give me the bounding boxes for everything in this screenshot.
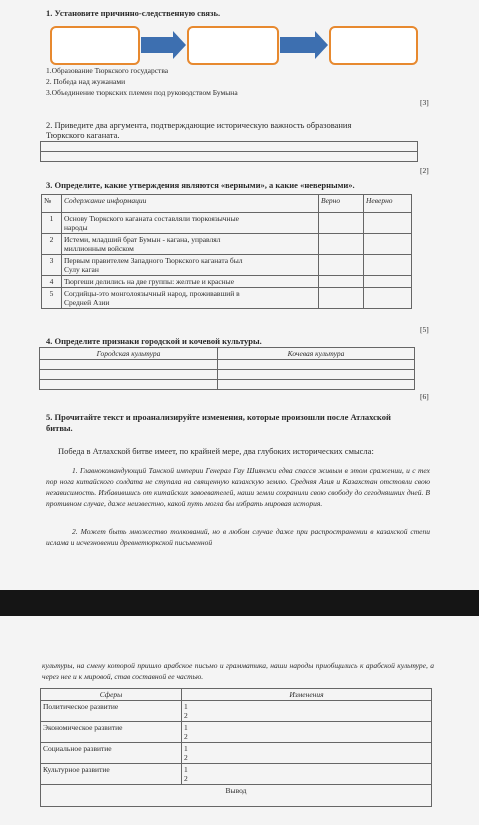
table-row: 1 Основу Тюркского каганата составляли тюркоязычные народы [42, 213, 412, 234]
q3-points: [5] [420, 325, 429, 334]
false-cell[interactable] [364, 234, 412, 255]
col-nomadic: Кочевая культура [218, 348, 415, 360]
col-content: Содержание информации [62, 195, 319, 213]
table-row: Социальное развитие 1 2 [41, 743, 432, 764]
q1-item-3: 3.Объединение тюркских племен под руководством Бумына [46, 88, 238, 97]
answer-box-3 [330, 27, 417, 64]
answer-box-1 [51, 27, 139, 64]
q5-intro: Победа в Атлахской битве имеет, по крайней мере, два глубоких исторических смысла: [58, 446, 374, 456]
q5-title: 5. Прочитайте текст и проанализируйте изменения, которые произошли после Атлахской [46, 412, 391, 422]
q1-points: [3] [420, 98, 429, 107]
col-spheres: Сферы [41, 689, 182, 701]
table-row: Экономическое развитие 1 2 [41, 722, 432, 743]
answer-line[interactable] [41, 152, 418, 162]
q5-paragraph-1: 1. Главнокомандующий Танской империи Генерал Гау Шиянжи едва спасся живым в этом сражении, и с тех пор нога китайского солдата не ступала на священную казахскую землю. Средняя Азия и Казахстан отстояли свою независимость. Избавившись от китайских завоевателей, наши земли сохранили свою свободу до сегодняшних дней. В противном случае, даже неизвестно, какой путь могла бы избрать мировая история. [46, 466, 430, 508]
conclusion-cell[interactable]: Вывод [41, 785, 432, 807]
false-cell[interactable] [364, 213, 412, 234]
arrow-icon [280, 31, 328, 59]
q2-title: 2. Приведите два аргумента, подтверждающие историческую важность образования [46, 120, 352, 130]
col-true: Верно [319, 195, 364, 213]
col-number: № [42, 195, 62, 213]
col-changes: Изменения [182, 689, 432, 701]
false-cell[interactable] [364, 276, 412, 288]
true-cell[interactable] [319, 213, 364, 234]
table-row: 5 Согдийцы-это монголоязычный народ, проживавший в Средней Азии [42, 288, 412, 309]
table-row: 3 Первым правителем Западного Тюркского каганата был Сулу каган [42, 255, 412, 276]
page-separator [0, 590, 479, 616]
col-urban: Городская культура [40, 348, 218, 360]
q3-title: 3. Определите, какие утверждения являются «верными», а какие «неверными». [46, 180, 355, 190]
col-false: Неверно [364, 195, 412, 213]
q4-title: 4. Определите признаки городской и кочевой культуры. [46, 336, 262, 346]
false-cell[interactable] [364, 255, 412, 276]
q5-table [40, 688, 432, 807]
arrow-icon [141, 31, 186, 59]
q1-item-2: 2. Победа над жужанами [46, 77, 126, 86]
true-cell[interactable] [319, 234, 364, 255]
table-row: 2 Истеми, младший брат Бумын - кагана, управлял миллионным войском [42, 234, 412, 255]
q2-answer-table [40, 141, 418, 162]
q4-points: [6] [420, 392, 429, 401]
answer-line[interactable] [41, 142, 418, 152]
q1-title: 1. Установите причинно-следственную связь. [46, 8, 221, 18]
q3-table [41, 194, 412, 309]
page-2 [0, 616, 479, 825]
q4-table [39, 347, 415, 390]
false-cell[interactable] [364, 288, 412, 309]
q5-paragraph-continued: культуры, на смену которой пришло арабское письмо и грамматика, наши народы приобщились к арабской культуре, а через нее и к мировой, став составной ее частью. [42, 661, 434, 681]
q2-title-cont: Тюркского каганата. [46, 130, 120, 140]
true-cell[interactable] [319, 255, 364, 276]
cause-effect-diagram [40, 24, 430, 68]
true-cell[interactable] [319, 276, 364, 288]
q1-item-1: 1.Образование Тюркского государства [46, 66, 169, 75]
table-row: Политическое развитие 1 2 [41, 701, 432, 722]
q5-paragraph-2: 2. Может быть множество толкований, но в любом случае даже при распространении в казахской степи ислама и исчезновении древнетюркской письменной [46, 527, 430, 547]
q2-points: [2] [420, 166, 429, 175]
q5-title-cont: битвы. [46, 423, 73, 433]
table-row: Культурное развитие 1 2 [41, 764, 432, 785]
answer-box-2 [188, 27, 278, 64]
true-cell[interactable] [319, 288, 364, 309]
table-row: 4 Тюргеши делились на две группы: желтые и красные [42, 276, 412, 288]
